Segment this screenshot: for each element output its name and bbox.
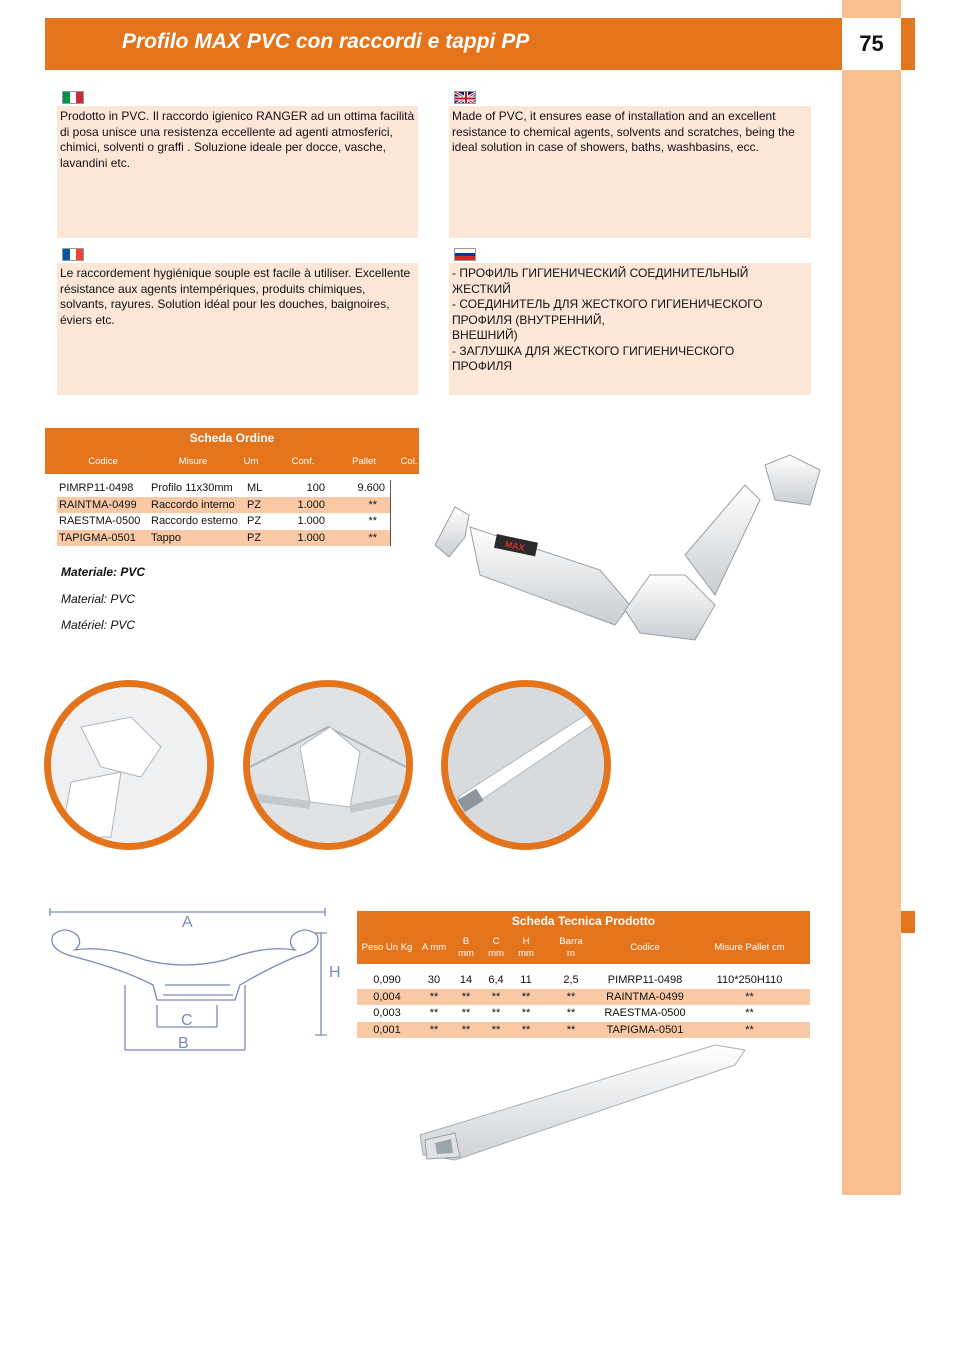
cell: 100	[306, 482, 325, 494]
cell: **	[429, 1007, 439, 1019]
cell: PZ	[247, 515, 262, 527]
column-header: Misure	[178, 456, 208, 467]
cell: Profilo 11x30mm	[151, 482, 233, 494]
table-row	[57, 480, 390, 497]
cell: **	[745, 1023, 754, 1036]
cell: **	[429, 990, 439, 1003]
column-header: Codice	[88, 456, 118, 467]
tech-table-body	[357, 972, 810, 1038]
cell: 11	[520, 974, 532, 986]
column-header: Peso Un Kg	[361, 941, 413, 953]
order-table	[45, 428, 419, 474]
cell: **	[566, 1007, 576, 1019]
column-header: Col.	[400, 456, 418, 467]
dimension-label-h: H	[329, 964, 341, 981]
detail-photo-cap	[44, 680, 214, 850]
ru-line: - ЗАГЛУШКА ДЛЯ ЖЕСТКОГО ГИГИЕНИЧЕСКОГО	[452, 343, 735, 358]
uk-flag-icon	[454, 91, 476, 104]
description-ru	[449, 263, 811, 395]
russia-flag-icon	[454, 248, 476, 261]
cell: **	[429, 1023, 439, 1036]
tech-table-header	[357, 931, 810, 964]
cell: 1.000	[297, 498, 325, 511]
column-header-line: B	[462, 935, 470, 947]
ru-line: - ПРОФИЛЬ ГИГИЕНИЧЕСКИЙ СОЕДИНИТЕЛЬНЫЙ	[452, 266, 749, 280]
cell: 0,090	[373, 974, 401, 986]
column-header: Conf.	[291, 456, 315, 467]
profile-cross-section-drawing	[45, 905, 350, 1055]
cell: TAPIGMA-0501	[59, 531, 136, 544]
column-header	[481, 936, 511, 960]
table-row	[357, 989, 810, 1006]
side-strip	[842, 0, 901, 1195]
italy-flag-icon	[62, 91, 84, 104]
column-header-line: H	[522, 935, 530, 947]
dimension-label-c: C	[181, 1012, 193, 1029]
cell: 2,5	[563, 974, 579, 986]
cell: Raccordo esterno	[151, 515, 238, 527]
order-table-body	[57, 480, 391, 546]
dimension-label-b: B	[178, 1035, 189, 1052]
description-fr: Le raccordement hygiénique souple est facile à utiliser. Excellente résistance aux agents intempériques, produits chimiques, solvants, rayures. Solution idéal pour les douches, baignoires, éviers etc.	[57, 263, 418, 395]
order-table-header	[45, 449, 419, 474]
cell: **	[566, 1023, 576, 1036]
cell: **	[491, 990, 501, 1003]
dimension-label-a: A	[182, 914, 193, 931]
cell: **	[368, 498, 377, 511]
tech-table	[357, 911, 810, 1038]
table-row	[57, 513, 390, 530]
tech-table-title: Scheda Tecnica Prodotto	[357, 911, 810, 931]
cell: **	[566, 990, 576, 1003]
detail-photo-installed-profile	[441, 680, 611, 850]
cell: 9.600	[357, 482, 385, 494]
cell: PIMRP11-0498	[607, 974, 683, 986]
table-row	[357, 1005, 810, 1022]
cell: 14	[459, 974, 473, 986]
profile-bar-image	[415, 1035, 750, 1165]
column-header	[511, 936, 541, 960]
cell: **	[745, 1007, 754, 1019]
cell: PIMRP11-0498	[59, 482, 134, 494]
cell: **	[521, 1007, 531, 1019]
cell: Tappo	[151, 531, 181, 544]
cell: 1.000	[297, 531, 325, 544]
ru-line: - СОЕДИНИТЕЛЬ ДЛЯ ЖЕСТКОГО ГИГИЕНИЧЕСКОГО	[452, 297, 763, 311]
cell: **	[461, 990, 471, 1003]
cell: 0,003	[373, 1007, 401, 1019]
column-header: A mm	[421, 941, 447, 953]
cell: ML	[247, 482, 263, 494]
column-header	[541, 936, 601, 960]
ru-line: ЖЕСТКИЙ	[452, 281, 511, 296]
column-header-line: Barra	[559, 935, 583, 947]
page-title: Profilo MAX PVC con raccordi e tappi PP	[122, 30, 530, 53]
material-it: Materiale: PVC	[61, 565, 146, 579]
cell: **	[461, 1007, 471, 1019]
cell: 0,001	[373, 1023, 401, 1036]
cell: RAINTMA-0499	[59, 498, 137, 511]
material-en: Material: PVC	[61, 592, 136, 606]
product-logo: MAX	[503, 539, 526, 553]
ru-line: ВНЕШНИЙ)	[452, 328, 518, 342]
column-header-line: mm	[488, 947, 504, 959]
cell: **	[491, 1023, 501, 1036]
description-en: Made of PVC, it ensures ease of installation and an excellent resistance to chemical agents, solvents and scratches, being the ideal solution in case of showers, baths, washbasins, ecc.	[449, 106, 811, 238]
cell: **	[368, 531, 377, 544]
cell: **	[368, 515, 377, 527]
cell: RAESTMA-0500	[59, 515, 141, 527]
cell: **	[491, 1007, 501, 1019]
column-header-line: m	[567, 947, 575, 959]
description-it: Prodotto in PVC. Il raccordo igienico RANGER ad un ottima facilità di posa unisce una resistenza eccellente ad agenti atmosferici, chimici, solventi o graffi . Soluzione ideale per docce, vasche, lavandini etc.	[57, 106, 418, 238]
cell: 1.000	[297, 515, 325, 527]
material-fr: Matériel: PVC	[61, 618, 136, 632]
cell: RAESTMA-0500	[604, 1007, 686, 1019]
order-table-title: Scheda Ordine	[45, 428, 419, 449]
cell: PZ	[247, 531, 262, 544]
detail-photo-internal-corner	[243, 680, 413, 850]
column-header-line: mm	[458, 947, 474, 959]
cell: 0,004	[373, 990, 401, 1003]
cell: Raccordo interno	[151, 498, 235, 511]
column-header: Pallet	[352, 456, 376, 467]
column-header: Misure Pallet cm	[714, 941, 785, 953]
side-tab	[901, 911, 915, 933]
cell: TAPIGMA-0501	[606, 1023, 684, 1036]
column-header: Codice	[630, 941, 660, 953]
column-header-line: C	[492, 935, 500, 947]
cell: RAINTMA-0499	[606, 990, 684, 1003]
table-row	[57, 497, 390, 514]
product-assembly-image	[425, 445, 840, 660]
column-header	[451, 936, 481, 960]
table-row	[357, 972, 810, 989]
table-row	[57, 530, 390, 547]
cell: **	[521, 990, 531, 1003]
side-tab	[901, 18, 915, 70]
france-flag-icon	[62, 248, 84, 261]
ru-line: ПРОФИЛЯ	[452, 359, 512, 373]
cell: 30	[427, 974, 441, 986]
cell: **	[745, 990, 754, 1003]
column-header: Um	[243, 456, 259, 467]
cell: PZ	[247, 498, 262, 511]
cell: 110*250H110	[716, 974, 783, 986]
ru-line: ПРОФИЛЯ (ВНУТРЕННИЙ,	[452, 312, 605, 327]
cell: 6,4	[488, 974, 504, 986]
page-number: 75	[842, 18, 901, 70]
column-header-line: mm	[518, 947, 534, 959]
cell: **	[521, 1023, 531, 1036]
cell: **	[461, 1023, 471, 1036]
